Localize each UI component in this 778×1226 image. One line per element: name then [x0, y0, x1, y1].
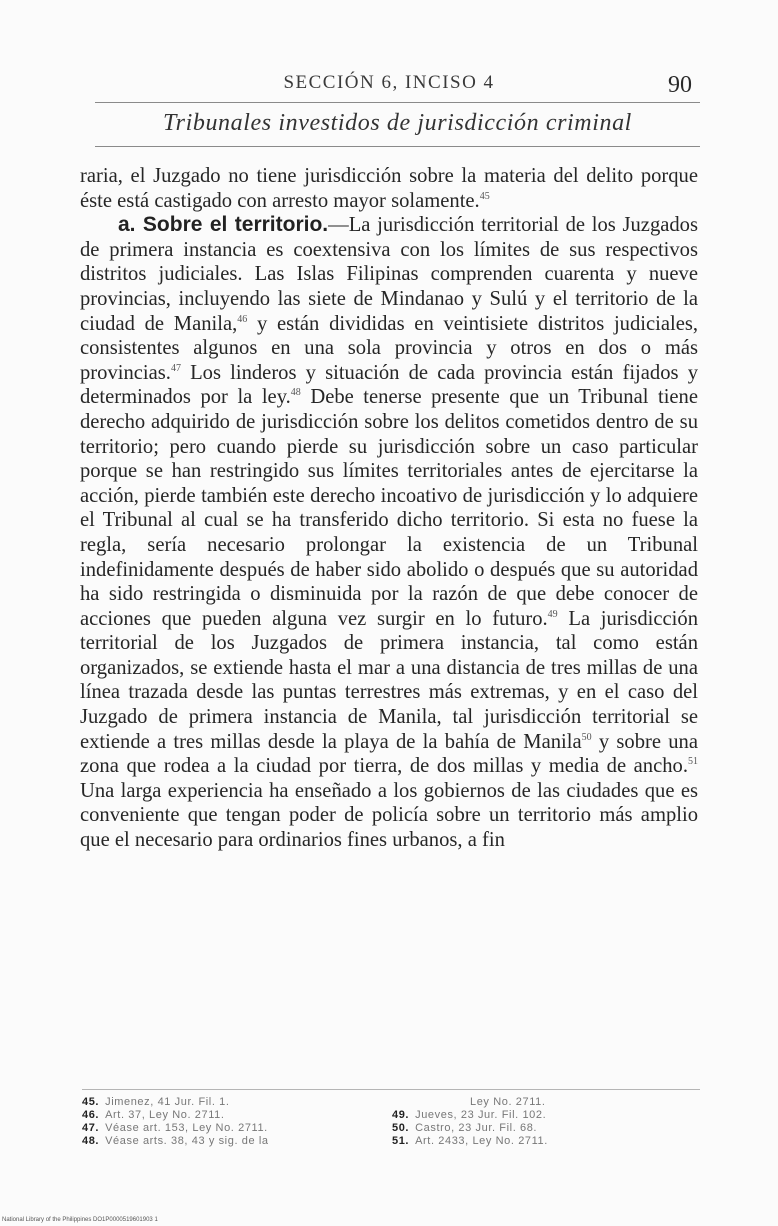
paragraph-2: a. Sobre el territorio.—La jurisdicción territorial de los Juzgados de primera instancia es coextensiva con los límites de sus respectivos distritos judiciales. Las Islas Filipinas comprenden cuarenta y nueve provincias, incluyendo las siete de Mindanao y Sulú y el territorio de la ciudad de Manila,$^{46}$ y están divididas en veintisiete distritos judiciales, consistentes algunos en una sola provincia y otros en dos o más provincias.$^{47}$ Los linderos y situación de cada provincia están fijados y determinados por la ley.$^{48}$ Debe tenerse presente que un Tribunal tiene derecho adquirido de jurisdicción sobre los delitos cometidos dentro de su territorio; pero cuando pierde su jurisdicción sobre un caso particular porque se han restringido sus límites territoriales antes de ejercitarse la acción, pierde también este derecho incoativo de jurisdicción y lo adquiere el Tribunal al cual se ha transferido dicho territorio. Si esta no fuese la regla, sería necesario prolongar la existencia de un Tribunal indefinidamente después de haber sido abolido o después que su autoridad ha sido restringida o disminuida por la razón de que debe conocer de acciones que pueden alguna vez surgir en lo futuro.$^{49}$ La jurisdicción territorial de los Juzgados de primera instancia, tal como están organizados, se extiende hasta el mar a una distancia de tres millas de una línea trazada desde las puntas terrestres más extremas, y en el caso del Juzgado de primera instancia de Manila, tal jurisdicción territorial se extiende a tres millas desde la playa de la bahía de Manila$^{50}$ y sobre una zona que rodea a la ciudad por tierra, de dos millas y media de ancho.$^{51}$ Una larga experiencia ha enseñado a los gobiernos de las ciudades que es conveniente que tengan poder de policía sobre un territorio más amplio que el necesario para ordinarios fines urbanos, a fin	[80, 213, 699, 852]
footnote-continuation: Ley No. 2711.	[470, 1096, 546, 1108]
header-rule-bottom	[95, 146, 700, 147]
footnote-ref: 51	[688, 756, 698, 768]
library-stamp: National Library of the Philippines DO1P0000519601903 1	[2, 1217, 158, 1223]
footnote-item: 45. Jimenez, 41 Jur. Fil. 1.	[82, 1096, 230, 1108]
paragraph-1: raria, el Juzgado no tiene jurisdicción sobre la materia del delito porque éste está castigado con arresto mayor solamente.$^{45}$	[80, 165, 698, 212]
footnote-ref: 50	[581, 731, 592, 743]
footnote-ref: 48	[290, 387, 301, 399]
running-head: SECCIÓN 6, INCISO 4	[283, 72, 495, 93]
footnote-ref: 49	[547, 608, 558, 620]
subsection-heading: a. Sobre el territorio.	[118, 213, 329, 237]
footnote-item: 46. Art. 37, Ley No. 2711.	[82, 1109, 225, 1121]
footnote-item: 47. Véase art. 153, Ley No. 2711.	[82, 1122, 268, 1134]
footnotes-left-column	[82, 1096, 372, 1148]
footnote-ref: 45	[479, 190, 490, 202]
footnote-item: 48. Véase arts. 38, 43 y sig. de la	[82, 1135, 269, 1147]
footnotes-right-column	[392, 1096, 702, 1148]
footnote-item: 49. Jueves, 23 Jur. Fil. 102.	[392, 1109, 547, 1121]
body-text	[80, 164, 698, 853]
footnote-ref: 47	[170, 362, 181, 374]
footnote-ref: 46	[237, 313, 248, 325]
footnote-item: 50. Castro, 23 Jur. Fil. 68.	[392, 1122, 538, 1134]
section-title: Tribunales investidos de jurisdicción criminal	[163, 110, 632, 136]
header-rule-top	[95, 102, 700, 103]
footnote-rule	[82, 1089, 700, 1090]
footnote-item: 51. Art. 2433, Ley No. 2711.	[392, 1135, 548, 1147]
page-number: 90	[668, 72, 692, 98]
